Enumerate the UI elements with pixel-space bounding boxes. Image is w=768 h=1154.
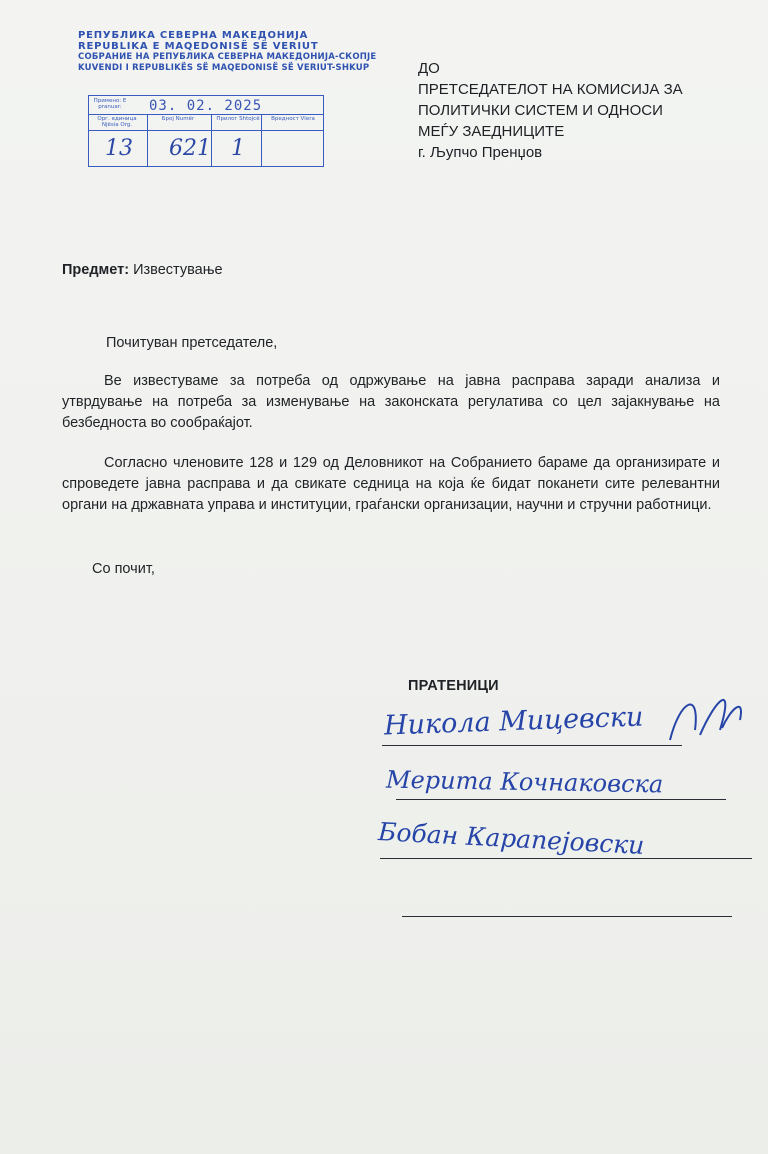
stamp-line-4: KUVENDI I REPUBLIKËS SË MAQEDONISË SË VERIUT-SHKUP [78, 63, 370, 73]
signature-1: Никола Мицевски [383, 701, 644, 742]
number-value: 621 [169, 136, 211, 161]
org-unit-value: 13 [105, 136, 133, 161]
subject-text: Известување [133, 262, 223, 278]
stamp-line-3: СОБРАНИЕ НА РЕПУБЛИКА СЕВЕРНА МАКЕДОНИЈА-СКОПЈЕ [78, 52, 377, 62]
addressee-line-2: ПОЛИТИЧКИ СИСТЕМ И ОДНОСИ [418, 102, 663, 119]
addressee-to: ДО [418, 60, 440, 77]
addressee-line-1: ПРЕТСЕДАТЕЛОТ НА КОМИСИЈА ЗА [418, 81, 683, 98]
subject-line [62, 262, 223, 278]
subject-label: Предмет: [62, 262, 130, 278]
signature-3: Бобан Карапејовски [377, 817, 646, 860]
signature-2: Мерита Кочнаковска [385, 765, 664, 799]
greeting: Почитуван претседателе, [106, 335, 278, 351]
paragraph-2-text: Согласно членовите 128 и 129 од Деловникот на Собранието бараме да организирате и спроведете јавна расправа и да свикате седница на која ќе бидат поканети сите релевантни органи на државната управа и институции, граѓански организации, научни и стручни работници. [62, 455, 720, 513]
value-label: Вредност Vlera [271, 116, 315, 122]
addressee-line-3: МЕЃУ ЗАЕДНИЦИТЕ [418, 123, 565, 140]
paragraph-2 [62, 453, 720, 516]
stamp-line-2: REPUBLIKA E MAQEDONISË SË VERIUT [78, 41, 319, 52]
org-unit-label: Орг. единица Njësia Org. [97, 116, 137, 128]
blank-signature-line [402, 916, 732, 917]
stamp-registry-table [88, 95, 324, 167]
signature-1-mark [660, 680, 750, 760]
stamp-line-1: РЕПУБЛИКА СЕВЕРНА МАКЕДОНИЈА [78, 30, 309, 41]
addressee-block [418, 58, 683, 163]
stamp-header-row [89, 114, 323, 131]
attachment-value: 1 [231, 136, 245, 161]
stamp-date-row [89, 96, 323, 115]
registry-stamp [78, 30, 377, 74]
representatives-label: ПРАТЕНИЦИ [408, 678, 499, 694]
number-label: Број Numër [161, 116, 195, 122]
received-label: Примено: E pranuar: [93, 98, 127, 110]
closing: Со почит, [92, 561, 155, 577]
paragraph-1-text: Ве известуваме за потреба од одржување на јавна расправа заради анализа и утврдување на потреба за изменување на законската регулатива со цел зајакнување на безбедноста во сообраќајот. [62, 373, 720, 431]
addressee-name: г. Љупчо Пренџов [418, 144, 543, 161]
stamp-date: 03. 02. 2025 [149, 98, 263, 114]
paragraph-1 [62, 371, 720, 434]
attachment-label: Прилог Shtojcë [216, 116, 260, 122]
